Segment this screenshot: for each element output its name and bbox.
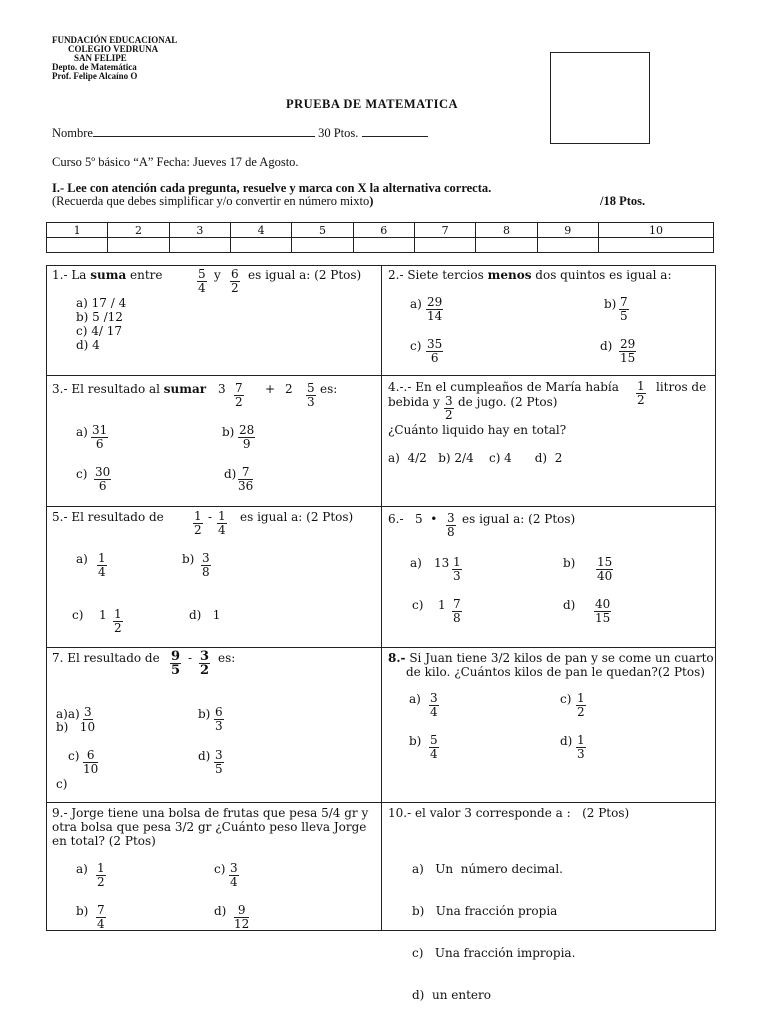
q9-line-1: 9.- Jorge tiene una bolsa de frutas que pesa 5/4 gr y: [52, 806, 369, 820]
q8-line-2: de kilo. ¿Cuántos kilos de pan le quedan?(2 Ptos): [406, 665, 705, 679]
q7-option-a[interactable]: a)a): [56, 707, 80, 721]
instruction-note: (Recuerda que debes simplificar y/o convertir en número mixto): [52, 194, 374, 208]
answer-col-10: 10: [598, 223, 713, 238]
answer-col-4: 4: [230, 223, 291, 238]
q4-fraction-a: $\frac{1}{2}$: [637, 379, 645, 407]
q1-option-b[interactable]: b) 5 /12: [76, 310, 123, 324]
q10-text: 10.- el valor 3 corresponde a : (2 Ptos): [388, 806, 630, 820]
q8-option-d[interactable]: d): [560, 734, 573, 748]
answer-cell[interactable]: [169, 238, 230, 253]
q7-option-c-value[interactable]: $\frac{6}{10}$: [83, 748, 99, 776]
school-name: COLEGIO VEDRUNA: [68, 44, 159, 54]
q3-option-d-value[interactable]: $\frac{7}{36}$: [238, 465, 254, 493]
answer-col-3: 3: [169, 223, 230, 238]
name-label: Nombre: [52, 126, 93, 140]
q1-options: [76, 296, 126, 352]
answer-grid: [46, 222, 714, 253]
q5-minus: -: [208, 510, 213, 524]
q6-tail: es igual a: (2 Ptos): [462, 512, 576, 526]
q9-option-c[interactable]: c): [214, 862, 226, 876]
department: Depto. de Matemática: [52, 62, 137, 72]
answer-grid-header: [47, 223, 714, 238]
q8-option-a[interactable]: a): [409, 692, 421, 706]
answer-cell[interactable]: [537, 238, 598, 253]
q10-option-d[interactable]: d) un entero: [412, 988, 491, 1002]
q8-option-c-value[interactable]: $\frac{1}{2}$: [577, 691, 585, 719]
answer-col-6: 6: [353, 223, 414, 238]
name-field[interactable]: [93, 136, 315, 137]
q6-option-a[interactable]: a): [410, 556, 422, 570]
q7-option-a-value[interactable]: 3: [84, 705, 92, 719]
q10-option-a[interactable]: a) Un número decimal.: [412, 862, 563, 876]
answer-col-5: 5: [292, 223, 353, 238]
q4-line-1-tail: litros de: [656, 380, 707, 394]
q4-line-2: bebida y: [388, 395, 440, 409]
answer-cell[interactable]: [476, 238, 537, 253]
q7-fraction-b: $\frac{3}{2}$: [200, 649, 210, 678]
q9-option-c-value[interactable]: $\frac{3}{4}$: [230, 861, 238, 889]
q6-option-d[interactable]: d): [563, 598, 576, 612]
q8-line-1: 8.- Si Juan tiene 3/2 kilos de pan y se come un cuarto: [388, 651, 714, 665]
q6-option-c-whole[interactable]: 1: [438, 598, 446, 612]
q3-option-d[interactable]: d): [224, 467, 237, 481]
q7-option-b-value[interactable]: $\frac{6}{3}$: [215, 705, 223, 733]
school-header: [52, 36, 177, 81]
answer-col-9: 9: [537, 223, 598, 238]
q6-option-b[interactable]: b): [563, 556, 576, 570]
answer-col-1: 1: [47, 223, 108, 238]
row-divider: [46, 375, 715, 376]
q2-text: 2.- Siete tercios menos dos quintos es igual a:: [388, 268, 672, 282]
q5-fraction-b: $\frac{1}{4}$: [218, 509, 226, 537]
course-line: Curso 5º básico “A” Fecha: Jueves 17 de Agosto.: [52, 155, 299, 169]
q5-fraction-a: $\frac{1}{2}$: [194, 509, 202, 537]
q4-options[interactable]: a) 4/2 b) 2/4 c) 4 d) 2: [388, 451, 563, 465]
q3-whole-2: 2: [285, 382, 293, 396]
q2-option-b-value[interactable]: $\frac{7}{5}$: [620, 295, 628, 323]
q3-option-c-value[interactable]: $\frac{30}{6}$: [95, 465, 111, 493]
q3-tail: es:: [320, 382, 338, 396]
q8-option-c[interactable]: c): [560, 692, 572, 706]
q2-option-d[interactable]: d): [600, 339, 613, 353]
grade-box[interactable]: [550, 52, 650, 144]
q10-options: [412, 834, 575, 1030]
q1-fraction-b: $\frac{6}{2}$: [231, 267, 239, 295]
q3-option-b-value[interactable]: $\frac{28}{9}$: [239, 423, 255, 451]
q1-fraction-a: $\frac{5}{4}$: [198, 267, 206, 295]
q5-option-b-value[interactable]: $\frac{3}{8}$: [202, 551, 210, 579]
q5-option-a[interactable]: a): [76, 552, 88, 566]
q7-option-a-extra[interactable]: b) 10: [56, 720, 96, 734]
q7-fraction-a: $\frac{9}{5}$: [171, 649, 181, 678]
points-field[interactable]: [362, 136, 428, 137]
q4-question: ¿Cuánto liquido hay en total?: [388, 423, 567, 437]
q2-option-c-value[interactable]: $\frac{35}{6}$: [427, 337, 443, 365]
q8-option-a-value[interactable]: $\frac{3}{4}$: [430, 691, 438, 719]
q7-option-b[interactable]: b): [198, 707, 211, 721]
school-city: SAN FELIPE: [74, 53, 127, 63]
q6-option-c[interactable]: c): [412, 598, 424, 612]
q3-plus: +: [265, 382, 276, 396]
q6-option-a-value[interactable]: $\frac{1}{3}$: [453, 555, 461, 583]
q9-option-b-value[interactable]: $\frac{7}{4}$: [97, 903, 105, 931]
q2-option-c[interactable]: c): [410, 339, 422, 353]
q4-line-2-tail: de jugo. (2 Ptos): [458, 395, 558, 409]
answer-cell[interactable]: [414, 238, 475, 253]
column-divider: [381, 265, 382, 930]
q7-tail: es:: [218, 651, 236, 665]
q1-tail: es igual a: (2 Ptos): [248, 268, 362, 282]
answer-col-7: 7: [414, 223, 475, 238]
q5-option-d[interactable]: d) 1: [189, 608, 221, 622]
answer-cell[interactable]: [292, 238, 353, 253]
q9-option-d-value[interactable]: $\frac{9}{12}$: [234, 903, 250, 931]
q6-option-c-value[interactable]: $\frac{7}{8}$: [453, 597, 461, 625]
q7-text: 7. El resultado de: [52, 651, 160, 665]
q2-option-d-value[interactable]: $\frac{29}{15}$: [620, 337, 636, 365]
q1-text: 1.- La suma entre: [52, 268, 163, 282]
q10-option-c[interactable]: c) Una fracción impropia.: [412, 946, 576, 960]
instruction-points: /18 Ptos.: [600, 194, 646, 208]
q3-text: 3.- El resultado al sumar: [52, 382, 207, 396]
page-title: PRUEBA DE MATEMATICA: [286, 97, 459, 111]
answer-grid-row[interactable]: [47, 238, 714, 253]
points-label: 30 Ptos.: [318, 126, 359, 140]
q8-option-b[interactable]: b): [409, 734, 422, 748]
q8-option-b-value[interactable]: $\frac{5}{4}$: [430, 733, 438, 761]
q3-option-b[interactable]: b): [222, 425, 235, 439]
q6-option-b-value[interactable]: $\frac{15}{40}$: [597, 555, 613, 583]
teacher: Prof. Felipe Alcaíno O: [52, 71, 138, 81]
q6-option-a-whole[interactable]: 13: [434, 556, 450, 570]
q9-line-3: en total? (2 Ptos): [52, 834, 156, 848]
name-line: [52, 126, 428, 141]
row-divider: [46, 647, 715, 648]
q6-fraction: $\frac{3}{8}$: [447, 511, 455, 539]
answer-cell[interactable]: [47, 238, 108, 253]
q7-option-c[interactable]: c): [68, 749, 80, 763]
q2-option-b[interactable]: b): [604, 297, 617, 311]
row-divider: [46, 506, 715, 507]
answer-cell[interactable]: [230, 238, 291, 253]
q10-option-b[interactable]: b) Una fracción propia: [412, 904, 558, 918]
instruction-title: I.- Lee con atención cada pregunta, resuelve y marca con X la alternativa correcta.: [52, 181, 492, 195]
q3-fraction-b: $\frac{5}{3}$: [307, 381, 315, 409]
answer-col-8: 8: [476, 223, 537, 238]
answer-cell[interactable]: [353, 238, 414, 253]
q2-option-a[interactable]: a): [410, 297, 422, 311]
q8-option-d-value[interactable]: $\frac{1}{3}$: [577, 733, 585, 761]
q5-text: 5.- El resultado de: [52, 510, 164, 524]
q3-fraction-a: $\frac{7}{2}$: [235, 381, 243, 409]
q9-option-a-value[interactable]: $\frac{1}{2}$: [97, 861, 105, 889]
q6-option-d-value[interactable]: $\frac{40}{15}$: [595, 597, 611, 625]
foundation-name: FUNDACIÓN EDUCACIONAL: [52, 35, 178, 45]
q9-option-d[interactable]: d): [214, 904, 227, 918]
q5-tail: es igual a: (2 Ptos): [240, 510, 354, 524]
q5-option-c[interactable]: c): [72, 608, 84, 622]
q3-whole-1: 3: [218, 382, 226, 396]
q2-option-a-value[interactable]: $\frac{29}{14}$: [427, 295, 443, 323]
q3-option-a-value[interactable]: $\frac{31}{6}$: [92, 423, 108, 451]
q9-option-b[interactable]: b): [76, 904, 89, 918]
q7-minus: -: [188, 651, 193, 665]
q7-option-d[interactable]: d): [198, 749, 211, 763]
q1-option-a[interactable]: a) 17 / 4: [76, 296, 127, 310]
q1-option-c[interactable]: c) 4/ 17: [76, 324, 122, 338]
q5-option-a-value[interactable]: $\frac{1}{4}$: [98, 551, 106, 579]
q3-option-c[interactable]: c): [76, 467, 88, 481]
q9-line-2: otra bolsa que pesa 3/2 gr ¿Cuánto peso lleva Jorge: [52, 820, 367, 834]
q5-option-b[interactable]: b): [182, 552, 195, 566]
q4-fraction-b: $\frac{3}{2}$: [445, 394, 453, 422]
q5-option-c-whole[interactable]: 1: [99, 608, 107, 622]
q9-option-a[interactable]: a): [76, 862, 88, 876]
row-divider: [46, 802, 715, 803]
q7-option-d-value[interactable]: $\frac{3}{5}$: [215, 748, 223, 776]
answer-cell[interactable]: [598, 238, 713, 253]
q3-option-a[interactable]: a): [76, 425, 88, 439]
q4-line-1: 4.-.- En el cumpleaños de María había: [388, 380, 619, 394]
q5-option-c-value[interactable]: $\frac{1}{2}$: [114, 607, 122, 635]
q6-text: 6.- 5 •: [388, 512, 438, 526]
answer-col-2: 2: [108, 223, 169, 238]
q7-option-c-extra[interactable]: c): [56, 777, 68, 791]
answer-cell[interactable]: [108, 238, 169, 253]
q1-option-d[interactable]: d) 4: [76, 338, 100, 352]
q1-and: y: [214, 268, 221, 282]
